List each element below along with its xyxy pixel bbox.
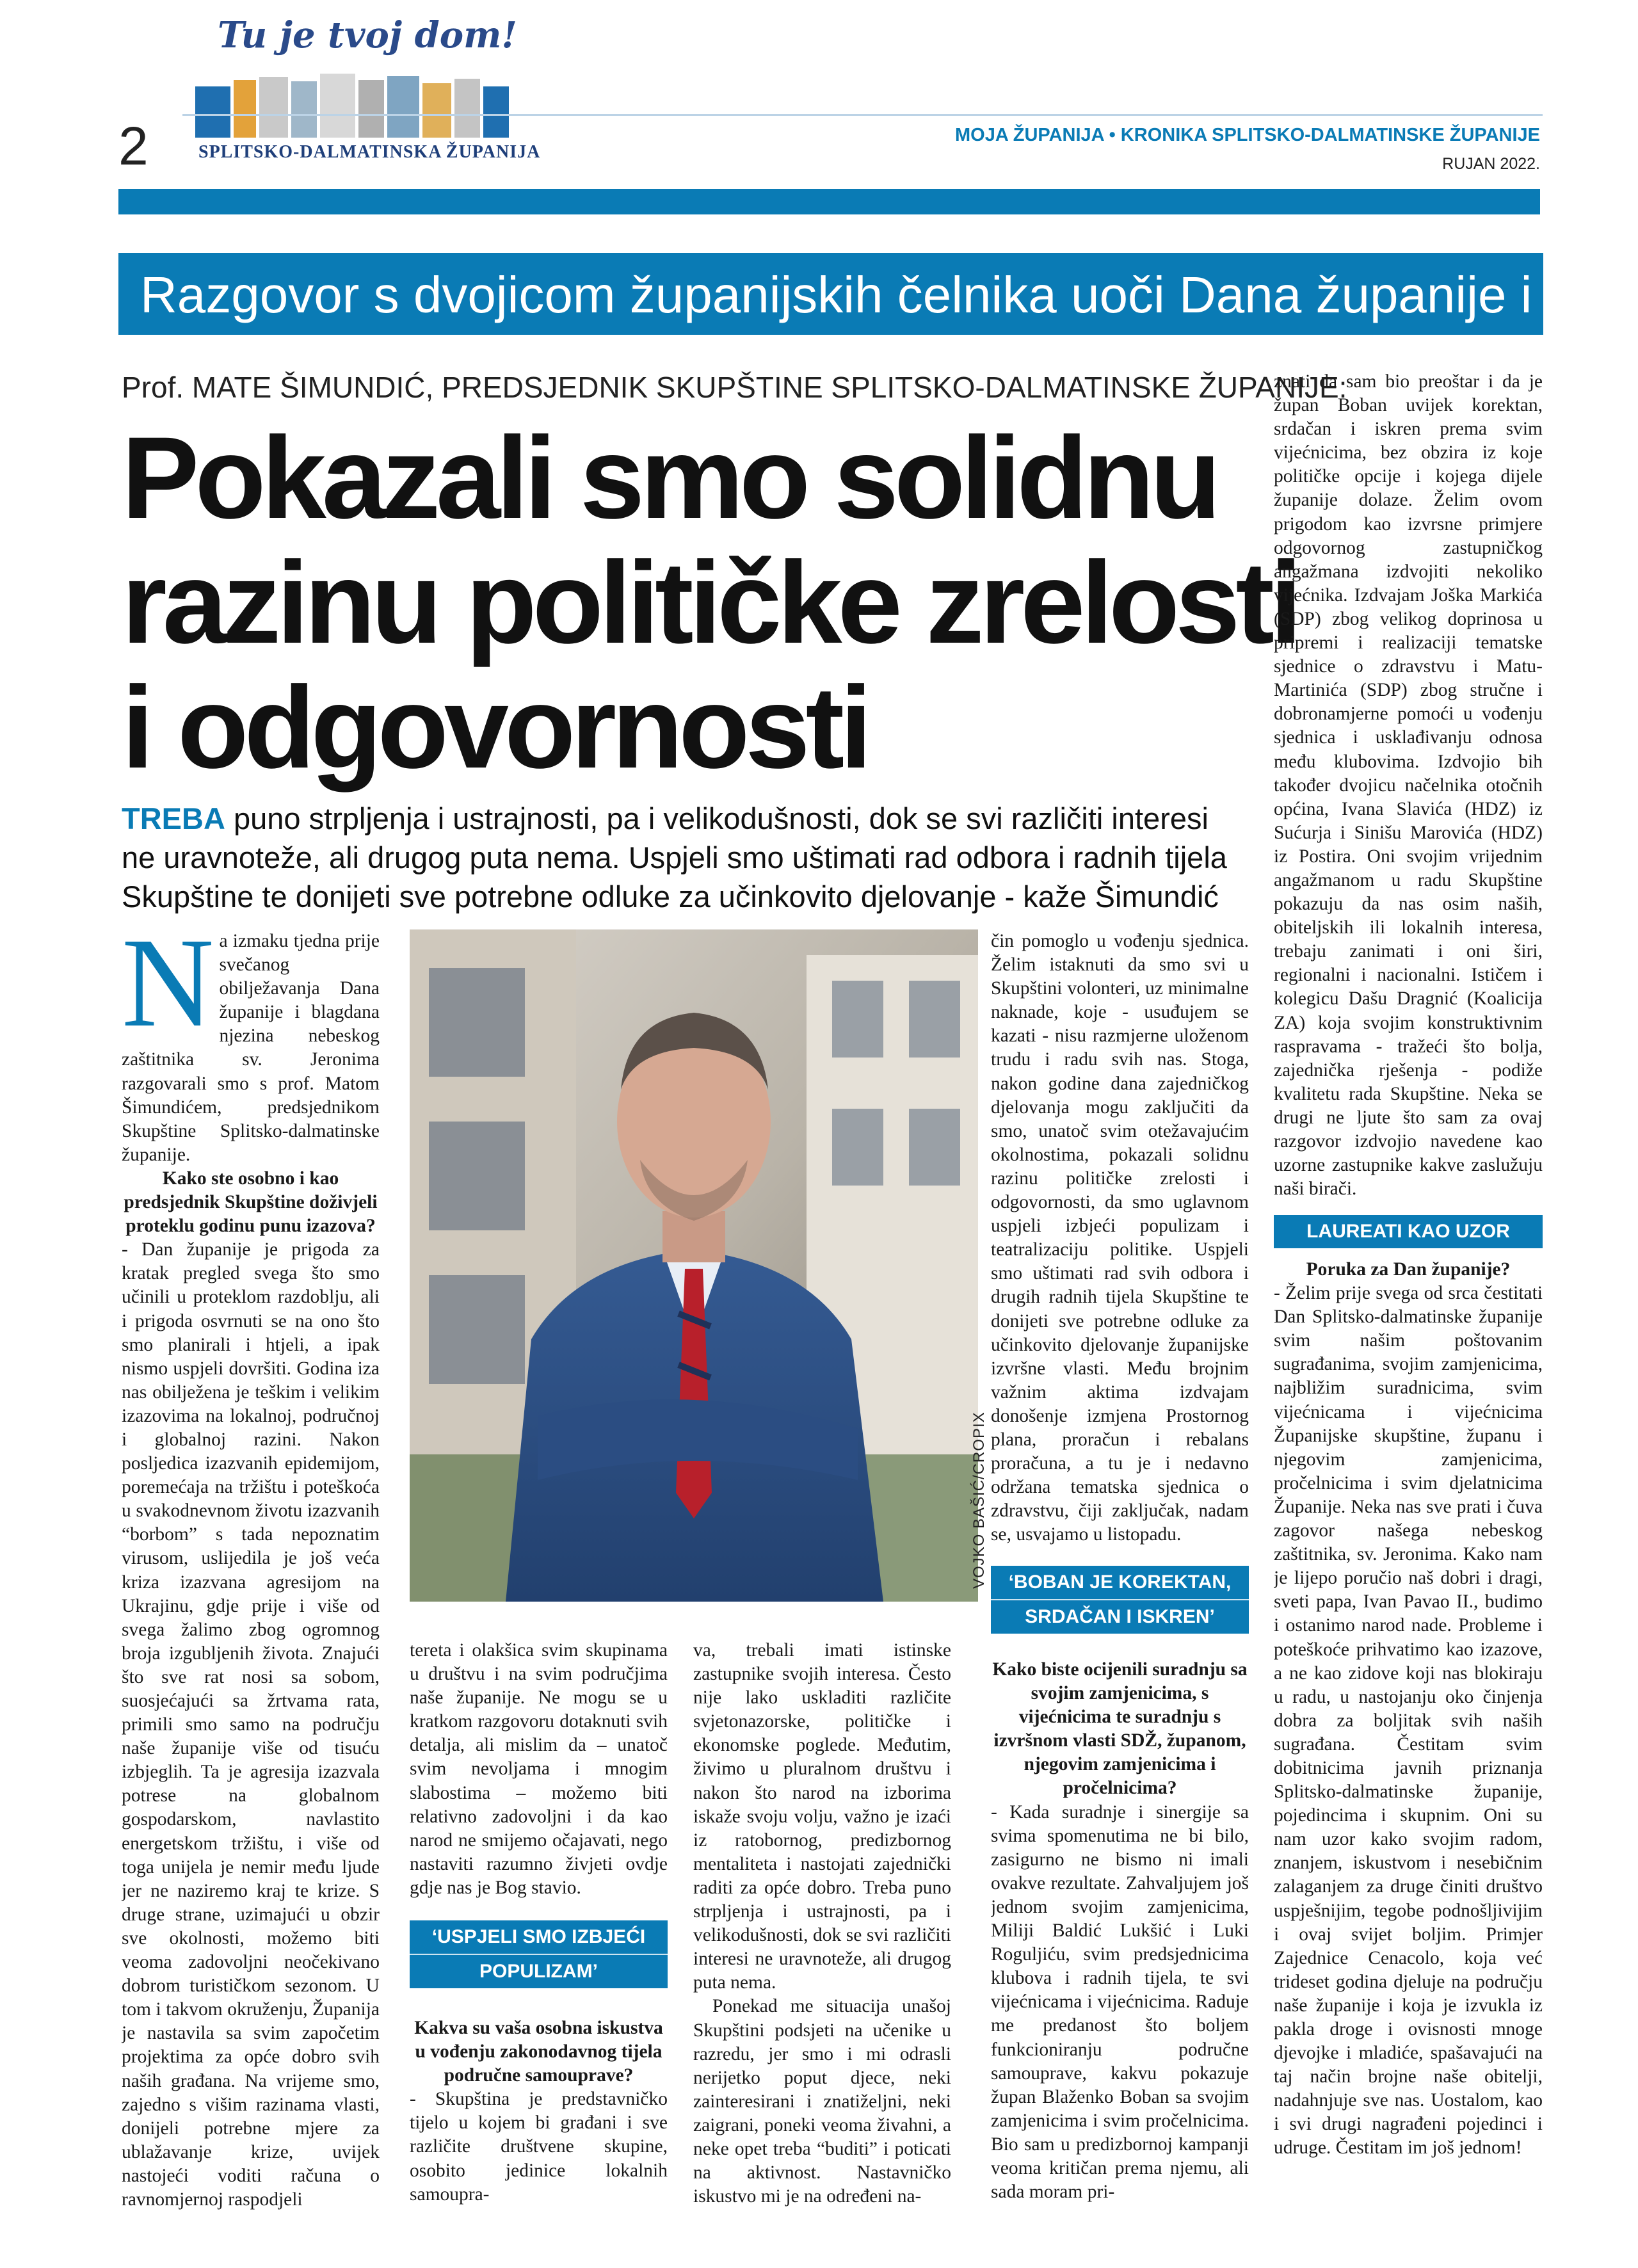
- banner-text: Razgovor s dvojicom županijskih čelnika uoči Dana županije i: [140, 266, 1532, 323]
- article-kicker: Prof. MATE ŠIMUNDIĆ, PREDSJEDNIK SKUPŠTINE SPLITSKO-DALMATINSKE ŽUPANIJE:: [122, 371, 1347, 404]
- paragraph: - Skupština je predstavničko tijelo u kojem bi građani i sve različite društvene skupine, osobito jedinice lokalnih samoupra-: [410, 2089, 668, 2205]
- article-column-4: [991, 929, 1249, 1570]
- article-column-5b: [1274, 1258, 1543, 2215]
- subheading-line: LAUREATI KAO UZOR: [1306, 1221, 1510, 1242]
- headline-line-1: Pokazali smo solidnu: [122, 412, 1217, 543]
- logo-slogan: Tu je tvoj dom!: [218, 14, 517, 56]
- article-column-3: [693, 1639, 951, 2215]
- subheading-box: [991, 1566, 1249, 1634]
- portrait-photo: [410, 929, 978, 1602]
- paragraph: va, trebali imati istinske zastupnike svojih interesa. Često nije lako uskladiti različite svjetonazorske, političke i ekonomske poglede. Međutim, živimo u pluralnom društvu i nakon što narod na izborima iskaže svoju volju, važno je izaći iz ratobornog, predizbornog mentaliteta i nastojati zajednički raditi za opće dobro. Treba puno strpljenja i ustrajnosti, pa i velikodušnosti, dok se svi različiti interesi ne uravnoteže, ali drugog puta nema.: [693, 1640, 951, 1993]
- issue-date: RUJAN 2022.: [1442, 155, 1540, 173]
- subheading-line: SRDAČAN I ISKREN’: [1025, 1606, 1215, 1627]
- paragraph: Ponekad me situacija unašoj Skupštini podsjeti na učenike u razredu, jer smo i mi odrasli nerijetko poput djece, neki zainteresirani i znatiželjni, neki zaigrani, poneki veoma živahni, a neke opet treba “buditi” i poticati na aktivnost. Nastavničko iskustvo mi je na određeni na-: [693, 1996, 951, 2207]
- headline-line-2: razinu političke zrelosti: [122, 537, 1298, 668]
- interview-question: Kako ste osobno i kao predsjednik Skupštine doživjeli proteklu godinu punu izazova?: [124, 1168, 378, 1237]
- publication-title: MOJA ŽUPANIJA • KRONIKA SPLITSKO-DALMATINSKE ŽUPANIJE: [954, 125, 1540, 145]
- page-number: 2: [118, 116, 149, 176]
- subheading-box: [410, 1920, 668, 1988]
- section-banner: [118, 253, 1543, 335]
- interview-question: Kako biste ocijenili suradnju sa svojim zamjenicima, s vijećnicima te suradnju s izvršnom vlasti SDŽ, županom, njegovim zamjenicima i pročelnicima?: [992, 1659, 1248, 1799]
- subheading-divider: [410, 1954, 668, 1955]
- headline-line-3: i odgovornosti: [122, 662, 868, 792]
- logo-caption: SPLITSKO-DALMATINSKA ŽUPANIJA: [198, 142, 541, 162]
- county-logo-graphic: [192, 74, 512, 138]
- subheading-box: [1274, 1215, 1543, 1248]
- paragraph: - Želim prije svega od srca čestitati Dan Splitsko-dalmatinske županije svim našim poštovanim sugrađanima, svojim zamjenicima, najbližim suradnicima, svim vijećnicama i vijećnicima Županijske skupštine, županu i njegovim zamjenicima, pročelnicima i svim djelatnicima Županije. Neka nas sve prati i čuva zagovor našega nebeskog zaštitnika, sv. Jeronima. Kako nam je lijepo poručio naš dobri i dragi, sveti papa, Ivan Pavao II., budimo i ostanimo narod nade. Probleme i poteškoće prihvatimo kao izazove, a ne kao zidove koji nas blokiraju u radu, u nastojanju oko činjenja dobra za boljitak svih naših sugrađana. Čestitam svim dobitnicima javnih priznanja Splitsko-dalmatinske županije, pojedincima i skupnim. Oni su nam uzor kako svojim radom, znanjem, iskustvom i nesebičnim zalaganjem za druge činiti društvo uspješnijim, tegobe podnošljivijim i ovaj svijet boljim. Primjer Zajednice Cenacolo, koja već trideset godina djeluje na području naše županije i koja je izvukla iz pakla droge i ovisnosti mnoge djevojke i mladiće, spašavajući na taj način brojne naše obitelji, nadahnjuje sve nas. Uostalom, kao i svi drugi nagrađeni pojedinci i udruge. Čestitam im još jednom!: [1274, 1283, 1543, 2159]
- article-column-5: [1274, 370, 1543, 1202]
- paragraph: - Dan županije je prigoda za kratak pregled svega što smo učinili u proteklom razdoblju, ali i prigoda osvrnuti se na ono što smo planirali i htjeli, a ipak nismo uspjeli dovršiti. Godina iza nas obilježena je teškim i velikim izazovima na lokalnoj, područnoj i globalnoj razini. Nakon posljedica izazvanih epidemijom, poremećaja na tržištu i poteškoća u svakodnevnom životu izazvanih “borbom” s tada nepoznatim virusom, uslijedila je još veća kriza izazvana agresijom na Ukrajinu, gdje prije i više od svega žalimo zbog ogromnog broja izgubljenih života. Znajući što sve rat nosi sa sobom, suosjećajući sa žrtvama rata, primili smo samo na području naše županije više od tisuću izbjeglih. Ta je agresija izazvala potrese na globalnom gospodarskom, navlastito energetskom tržištu, i više od toga unijela je nemir među ljude jer ne naziremo kraj te krize. S druge strane, uzimajući u obzir sve okolnosti, možemo biti veoma zadovoljni neočekivano dobrom turističkom sezonom. U tom i takvom okruženju, Županija je nastavila sa svim započetim projektima za opće dobro svih naših građana. Na vrijeme smo, zajedno s višim razinama vlasti, donijeli potrebne mjere za ublažavanje krize, uvijek nastojeći voditi računa o ravnomjernoj raspodjeli: [122, 1239, 380, 2210]
- subheading-line: ‘BOBAN JE KOREKTAN,: [1008, 1572, 1232, 1593]
- lead-text: puno strpljenja i ustrajnosti, pa i velikodušnosti, dok se svi različiti interesi ne uravnoteže, ali drugog puta nema. Uspjeli smo uštimati rad odbora i radnih tijela Skupštine te donijeti sve potrebne odluke za učinkovito djelovanje - kaže Šimundić: [122, 801, 1227, 913]
- subheading-line: ‘USPJELI SMO IZBJEĆI: [431, 1926, 646, 1947]
- paragraph: - Kada suradnje i sinergije sa svima spomenutima ne bi bilo, zasigurno ne bismo ni imali ovakve rezultate. Zahvaljujem još jednom svojim zamjenicima, Miliji Baldić Lukšić i Luki Roguljiću, svim predsjednicima klubova i radnih tijela, te svi vijećnicama i vijećnicima. Raduje me predanost što boljem funkcioniranju područne samouprave, kakvu pokazuje župan Blaženko Boban sa svojim zamjenicima i svim pročelnicima. Bio sam u predizbornoj kampanji veoma kritičan prema njemu, ali sada moram pri-: [991, 1801, 1249, 2203]
- header-rule: [182, 114, 1543, 116]
- paragraph: a izmaku tjedna prije svečanog obilježavanja Dana županije i blagdana njezina nebeskog zaštitnika sv. Jeronima razgovarali smo s prof. Matom Šimundićem, predsjednikom Skupštine Splitsko-dalmatinske županije.: [122, 931, 380, 1165]
- photo-credit: VOJKO BAŠIĆ/CROPIX: [970, 1411, 988, 1589]
- subheading-divider: [991, 1599, 1249, 1600]
- interview-question: Poruka za Dan županije?: [1306, 1259, 1511, 1280]
- paragraph: znati da sam bio preoštar i da je župan Boban uvijek korektan, srdačan i iskren prema svim vijećnicima, bez obzira iz koje političke opcije i kojega dijele županije dolaze. Želim ovom prigodom kao izvrsne primjere odgovornog zastupničkog angažmana izdvojiti nekoliko vijećnika. Izdvajam Joška Markića (SDP) zbog velikog doprinosa u pripremi i realizaciji tematske sjednice o zdravstvu i Matu-Martinića (SDP) zbog stručne i dobronamjerne pomoći u vođenju sjednica i usklađivanju odnosa među klubovima. Izdvojio bih također dvojicu načelnika otočnih općina, Ivana Slavića (HDZ) iz Sućurja i Sinišu Marovića (HDZ) iz Postira. Oni svojim vrijednim angažmanom u radu Skupštine pokazuju da nas osim naših, obiteljskih ili lokalnih interesa, trebaju zanimati i oni širi, regionalni i nacionalni. Ističem i kolegicu Dašu Dragnić (Koalicija ZA) koja svojim konstruktivnim raspravama - tražeći što bolja, zajednička rješenja - podiže kvalitetu rada Skupštine. Neka se drugi ne ljute što sam za ovaj razgovor izdvojio navedene kao uzorne zastupnike kakve zaslužuju naši birači.: [1274, 371, 1543, 1200]
- article-lead: [122, 799, 1248, 916]
- paragraph: čin pomoglo u vođenju sjednica. Želim istaknuti da smo svi u Skupštini volonteri, uz minimalne naknade, koje - usuđujem se kazati - nisu razmjerne uloženom trudu i radu svih nas. Stoga, nakon godine dana zajedničkog djelovanja mogu zaključiti da smo, unatoč svim otežavajućim okolnostima, pokazali solidnu razinu političke zrelosti i odgovornosti, da smo uglavnom uspjeli izbjeći populizam i teatralizaciju politike. Uspjeli smo uštimati rad svih odbora i drugih radnih tijela Skupštine te donijeti sve potrebne odluke za učinkovito djelovanje županijske izvršne vlasti. Među brojnim važnim aktima izdvajam donošenje izmjena Prostornog plana, proračun i rebalans proračuna, a tu je i nedavno održana tematska sjednica o zdravstvu, čiji zaključak, nadam se, usvajamo u listopadu.: [991, 931, 1249, 1545]
- lead-word: TREBA: [122, 801, 225, 835]
- paragraph: tereta i olakšica svim skupinama u društvu i na svim područjima naše županije. Ne mogu se u kratkom razgovoru dotaknuti svih detalja, ali mislim da – unatoč svim nevoljama i mnogim slabostima – možemo biti relativno zadovoljni i da kao narod ne smijemo očajavati, nego nastaviti razumno živjeti ovdje gdje nas je Bog stavio.: [410, 1640, 668, 1898]
- subheading-line: POPULIZAM’: [479, 1961, 598, 1982]
- article-column-4b: [991, 1658, 1249, 2215]
- article-column-2b: [410, 2016, 668, 2215]
- dropcap: N: [122, 929, 214, 1054]
- article-column-1: [122, 929, 380, 2216]
- header-bar: [118, 189, 1540, 214]
- interview-question: Kakva su vaša osobna iskustva u vođenju zakonodavnog tijela područne samouprave?: [414, 2018, 663, 2086]
